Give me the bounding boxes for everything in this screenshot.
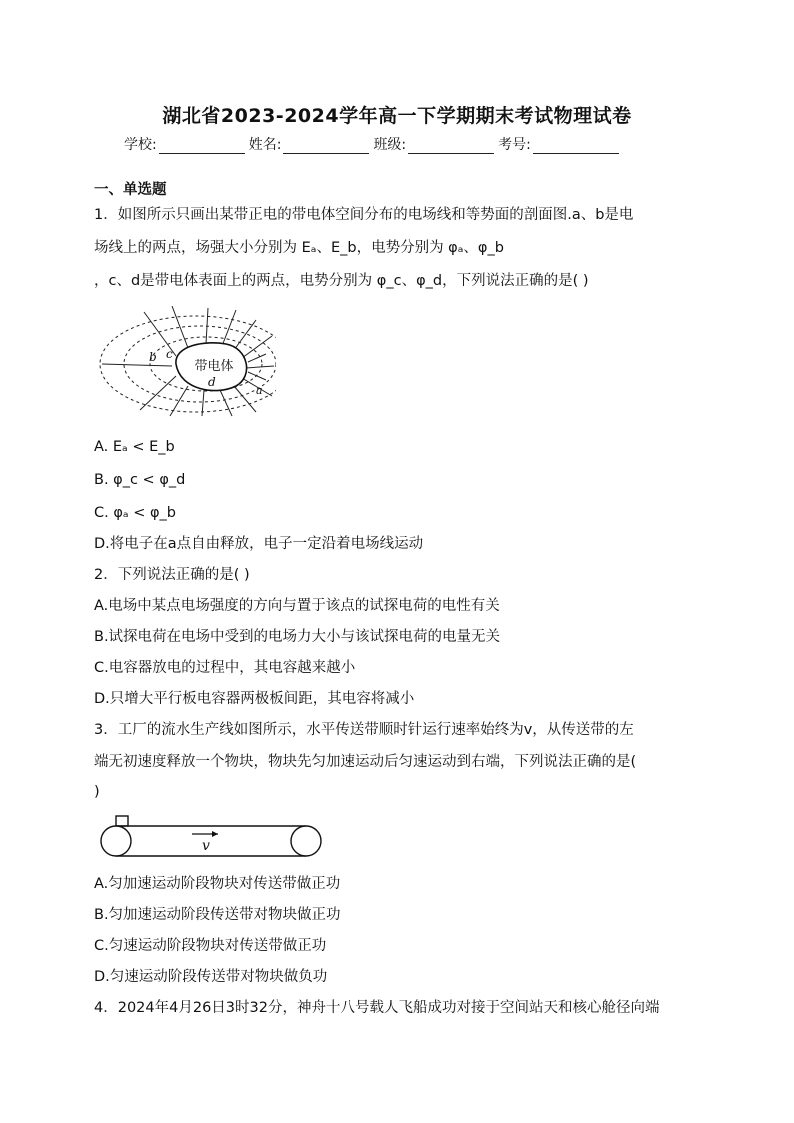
point-a-label: a: [256, 384, 263, 397]
q3-option-d[interactable]: D.匀速运动阶段传送带对物块做负功: [94, 969, 328, 985]
q3-stem-line1: 3．工厂的流水生产线如图所示，水平传送带顺时针运行速率始终为v，从传送带的左: [94, 722, 634, 738]
q1-option-b[interactable]: B. φ_c < φ_d: [94, 472, 186, 488]
exam-number-blank[interactable]: [533, 139, 619, 154]
student-info-row: [124, 134, 684, 154]
q2-option-d[interactable]: D.只增大平行板电容器两极板间距，其电容将减小: [94, 691, 415, 707]
q2-stem: 2．下列说法正确的是( ): [94, 567, 250, 583]
q2-option-c[interactable]: C.电容器放电的过程中，其电容越来越小: [94, 660, 356, 676]
school-label: 学校:: [124, 137, 157, 153]
school-blank[interactable]: [159, 139, 245, 154]
q2-option-b[interactable]: B.试探电荷在电场中受到的电场力大小与该试探电荷的电量无关: [94, 629, 501, 645]
q1-stem-line2: 场线上的两点，场强大小分别为 Eₐ、E_b，电势分别为 φₐ、φ_b: [94, 240, 504, 256]
charged-body-label: 带电体: [194, 359, 234, 374]
velocity-label: v: [202, 838, 210, 854]
q3-conveyor-diagram: [100, 814, 324, 860]
q3-option-a[interactable]: A.匀加速运动阶段物块对传送带做正功: [94, 876, 341, 892]
q1-option-a[interactable]: A. Eₐ < E_b: [94, 439, 175, 455]
q1-option-c[interactable]: C. φₐ < φ_b: [94, 505, 176, 521]
q3-stem-line3: ): [94, 784, 100, 800]
right-roller: [291, 826, 321, 856]
class-blank[interactable]: [408, 139, 494, 154]
q4-stem-line1: 4．2024年4月26日3时32分，神舟十八号载人飞船成功对接于空间站天和核心舱径向端: [94, 1000, 660, 1016]
point-b-label: b: [149, 350, 157, 364]
q3-option-b[interactable]: B.匀加速运动阶段传送带对物块做正功: [94, 907, 341, 923]
q3-option-c[interactable]: C.匀速运动阶段物块对传送带做正功: [94, 938, 327, 954]
section-heading: 一、单选题: [94, 182, 167, 198]
name-label: 姓名:: [248, 137, 282, 153]
q1-option-d[interactable]: D.将电子在a点自由释放，电子一定沿着电场线运动: [94, 536, 424, 552]
q2-option-a[interactable]: A.电场中某点电场强度的方向与置于该点的试探电荷的电性有关: [94, 598, 500, 614]
name-blank[interactable]: [283, 139, 369, 154]
exam-number-label: 考号:: [498, 137, 531, 153]
q1-field-diagram: [96, 306, 276, 418]
point-c-label: c: [166, 347, 173, 361]
q1-stem-line1: 1．如图所示只画出某带正电的带电体空间分布的电场线和等势面的剖面图.a、b是电: [94, 207, 634, 223]
left-roller: [101, 826, 131, 856]
block-shape: [116, 816, 128, 826]
q1-stem-line3: ，c、d是带电体表面上的两点，电势分别为 φ_c、φ_d，下列说法正确的是( ): [94, 273, 589, 289]
class-label: 班级:: [373, 137, 407, 153]
point-d-label: d: [208, 375, 216, 389]
q3-stem-line2: 端无初速度释放一个物块，物块先匀加速运动后匀速运动到右端，下列说法正确的是(: [94, 754, 637, 770]
paper-title: 湖北省2023-2024学年高一下学期期末考试物理试卷: [162, 105, 632, 127]
